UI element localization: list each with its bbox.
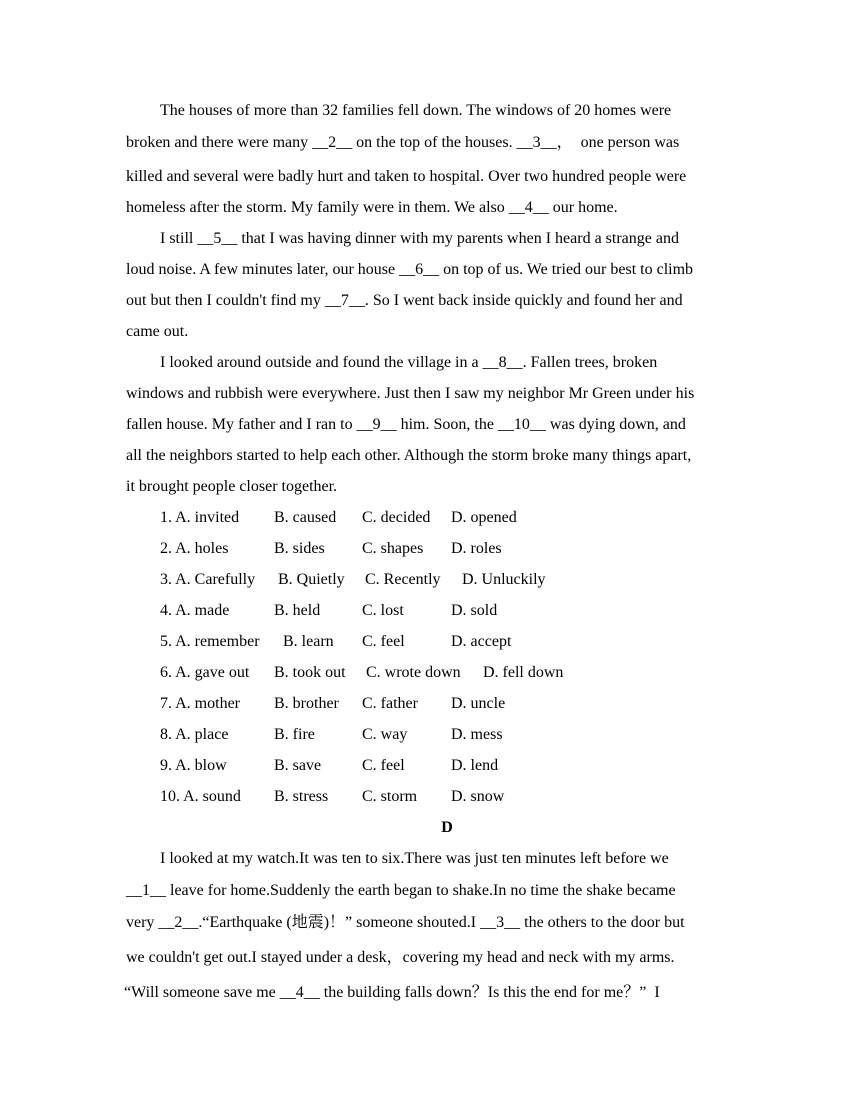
option-d: D. roles <box>451 540 502 557</box>
option-a: 10. A. sound <box>160 788 241 805</box>
option-b: B. took out <box>274 664 346 681</box>
paragraph-line: we couldn't get out.I stayed under a desk，covering my head and neck with my arms. <box>126 949 675 966</box>
option-c: C. father <box>362 695 418 712</box>
option-a: 3. A. Carefully <box>160 571 256 588</box>
paragraph-line: I looked at my watch.It was ten to six.There was just ten minutes left before we <box>160 850 669 867</box>
paragraph-line: __1__ leave for home.Suddenly the earth began to shake.In no time the shake became <box>126 882 676 899</box>
paragraph-line: I still __5__ that I was having dinner with my parents when I heard a strange and <box>160 230 679 247</box>
paragraph-line: windows and rubbish were everywhere. Just then I saw my neighbor Mr Green under his <box>126 385 695 402</box>
paragraph-line: very __2__.“Earthquake (地震)！” someone shouted.I __3__ the others to the door but <box>126 914 685 931</box>
option-b: B. brother <box>274 695 339 712</box>
option-b: B. held <box>274 602 321 619</box>
option-c: C. storm <box>362 788 418 805</box>
option-d: D. sold <box>451 602 498 619</box>
paragraph-line: all the neighbors started to help each other. Although the storm broke many things apart, <box>126 447 692 464</box>
paragraph-line: The houses of more than 32 families fell down. The windows of 20 homes were <box>160 102 672 119</box>
option-d: D. fell down <box>483 664 564 681</box>
option-b: B. save <box>274 757 322 774</box>
paragraph-line: killed and several were badly hurt and taken to hospital. Over two hundred people were <box>126 168 687 185</box>
option-b: B. fire <box>274 726 315 743</box>
option-c: C. Recently <box>365 571 441 588</box>
option-b: B. stress <box>274 788 329 805</box>
option-c: C. wrote down <box>366 664 461 681</box>
option-a: 5. A. remember <box>160 633 260 650</box>
option-d: D. opened <box>451 509 517 526</box>
option-a: 4. A. made <box>160 602 230 619</box>
option-c: C. feel <box>362 633 405 650</box>
section-heading: D <box>441 819 453 836</box>
option-c: C. feel <box>362 757 405 774</box>
option-b: B. Quietly <box>278 571 345 588</box>
option-c: C. decided <box>362 509 431 526</box>
option-a: 9. A. blow <box>160 757 227 774</box>
option-d: D. accept <box>451 633 512 650</box>
paragraph-line: broken and there were many __2__ on the top of the houses. __3__， one person was <box>126 134 680 151</box>
option-c: C. way <box>362 726 408 743</box>
paragraph-line: fallen house. My father and I ran to __9__ him. Soon, the __10__ was dying down, and <box>126 416 686 433</box>
option-b: B. caused <box>274 509 337 526</box>
option-d: D. snow <box>451 788 505 805</box>
paragraph-line: out but then I couldn't find my __7__. So I went back inside quickly and found her and <box>126 292 683 309</box>
option-a: 6. A. gave out <box>160 664 250 681</box>
option-d: D. Unluckily <box>462 571 546 588</box>
option-c: C. lost <box>362 602 404 619</box>
paragraph-line: loud noise. A few minutes later, our house __6__ on top of us. We tried our best to climb <box>126 261 694 278</box>
option-a: 8. A. place <box>160 726 229 743</box>
option-d: D. mess <box>451 726 503 743</box>
paragraph-line: I looked around outside and found the village in a __8__. Fallen trees, broken <box>160 354 658 371</box>
option-a: 2. A. holes <box>160 540 229 557</box>
paragraph-line: it brought people closer together. <box>126 478 338 495</box>
paragraph-line: came out. <box>126 323 189 340</box>
paragraph-line: homeless after the storm. My family were in them. We also __4__ our home. <box>126 199 618 216</box>
option-a: 7. A. mother <box>160 695 240 712</box>
option-b: B. sides <box>274 540 325 557</box>
option-d: D. lend <box>451 757 499 774</box>
option-c: C. shapes <box>362 540 424 557</box>
option-b: B. learn <box>283 633 334 650</box>
paragraph-line: “Will someone save me __4__ the building falls down？Is this the end for me？” I <box>124 984 660 1001</box>
option-a: 1. A. invited <box>160 509 240 526</box>
option-d: D. uncle <box>451 695 506 712</box>
